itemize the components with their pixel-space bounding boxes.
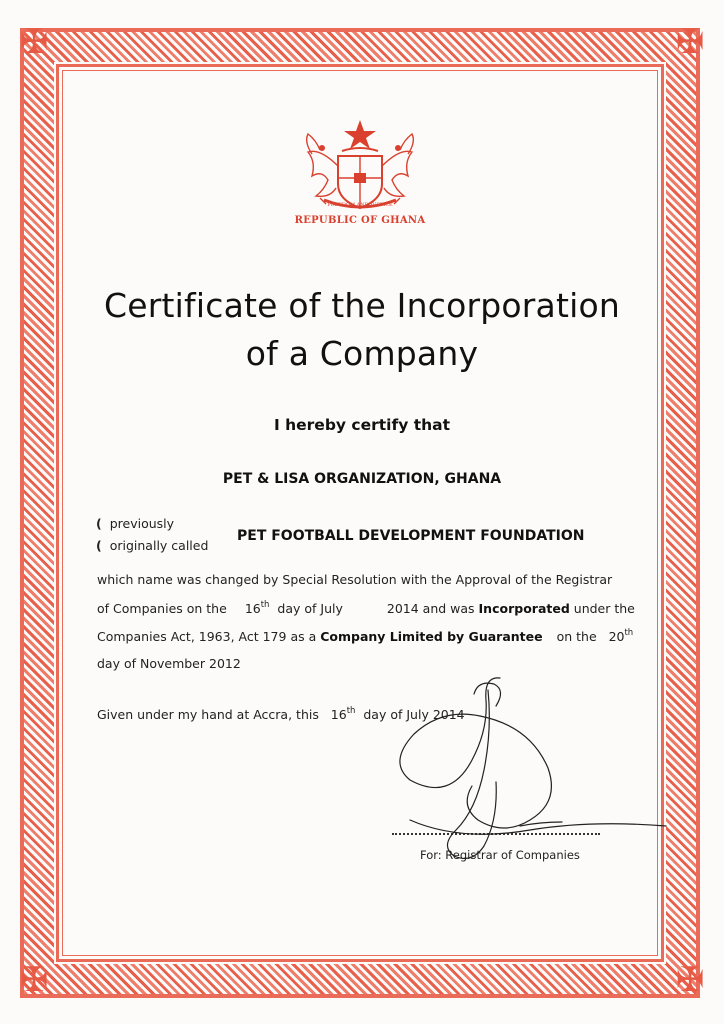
text-segment: of Companies on the — [97, 601, 227, 616]
coat-of-arms-icon — [298, 118, 422, 216]
incorporation-day-suffix: th — [624, 628, 634, 638]
paren-mark: ( — [96, 538, 102, 553]
crest-motto: FREEDOM AND JUSTICE — [327, 202, 393, 208]
company-name: PET & LISA ORGANIZATION, GHANA — [222, 471, 502, 487]
body-line-4: day of November 2012 — [97, 656, 241, 671]
given-day: 16 — [330, 707, 347, 722]
incorporation-day: 20 — [608, 629, 625, 644]
previous-name-option-2 — [96, 538, 208, 553]
corner-ornament-icon: ✠ — [19, 960, 49, 1000]
text-segment: under the — [573, 601, 635, 616]
option-previously: previously — [109, 516, 175, 531]
body-line-2 — [97, 600, 635, 616]
body-line-3 — [97, 628, 633, 644]
option-originally-called: originally called — [109, 538, 209, 553]
crest-label: REPUBLIC OF GHANA — [294, 215, 426, 226]
corner-ornament-icon: ✠ — [675, 22, 705, 62]
former-company-name: PET FOOTBALL DEVELOPMENT FOUNDATION — [237, 528, 585, 544]
corner-ornament-icon: ✠ — [675, 960, 705, 1000]
company-type: Company Limited by Guarantee — [320, 629, 543, 644]
incorporated-label: Incorporated — [478, 601, 570, 616]
previous-name-option-1 — [96, 516, 174, 531]
paren-mark: ( — [96, 516, 102, 531]
text-segment: day of July 2014 — [363, 707, 465, 722]
text-segment: Companies Act, 1963, Act 179 as a — [97, 629, 317, 644]
signature-caption: For: Registrar of Companies — [420, 848, 580, 862]
change-day-suffix: th — [260, 600, 270, 610]
change-day: 16 — [244, 601, 261, 616]
text-segment: day of July — [277, 601, 343, 616]
text-segment: on the — [556, 629, 597, 644]
title-line-2: of a Company — [245, 334, 479, 373]
text-segment: Given under my hand at Accra, this — [97, 707, 319, 722]
text-segment: 2014 and was — [386, 601, 475, 616]
body-line-1: which name was changed by Special Resolution with the Approval of the Registrar — [97, 572, 613, 587]
given-day-suffix: th — [346, 706, 356, 716]
title-line-1: Certificate of the Incorporation — [104, 286, 620, 325]
certificate-title — [70, 282, 654, 378]
certify-statement: I hereby certify that — [273, 416, 451, 434]
corner-ornament-icon: ✠ — [19, 22, 49, 62]
